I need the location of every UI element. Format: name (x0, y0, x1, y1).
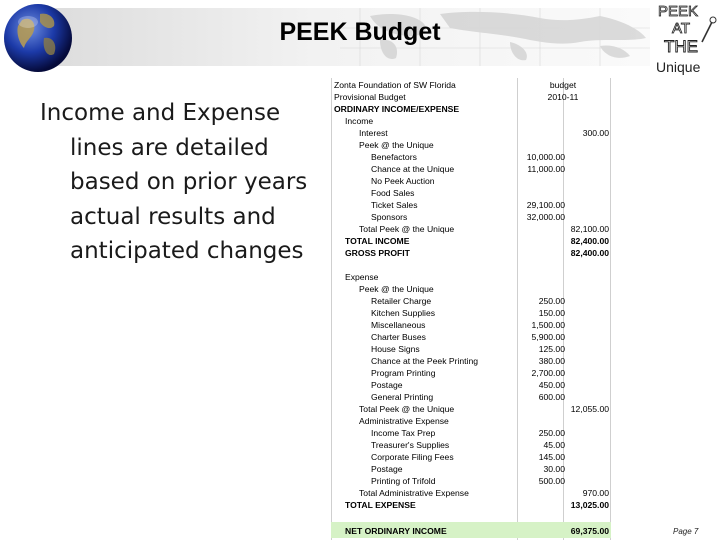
table-row (331, 235, 611, 247)
subtotal-cell: 600.00 (538, 392, 565, 402)
table-row (331, 391, 611, 403)
table-row (331, 475, 611, 487)
table-header-row (331, 91, 611, 103)
row-label: Expense (345, 272, 379, 282)
total-cell: 69,375.00 (570, 526, 609, 536)
subtotal-cell: 11,000.00 (527, 164, 565, 174)
table-row (331, 499, 611, 511)
total-cell: 300.00 (582, 128, 609, 138)
subtotal-cell: 32,000.00 (526, 212, 565, 222)
row-label: GROSS PROFIT (345, 248, 410, 258)
table-row (331, 163, 611, 175)
row-label: Income Tax Prep (371, 428, 436, 438)
table-row (331, 403, 611, 415)
table-row (331, 175, 611, 187)
row-label: TOTAL EXPENSE (345, 500, 416, 510)
page-number: Page 7 (673, 527, 699, 536)
row-label: Miscellaneous (371, 320, 426, 330)
table-row (331, 187, 611, 199)
table-row (331, 259, 611, 271)
budget-table (331, 78, 611, 540)
row-label: No Peek Auction (371, 176, 435, 186)
table-row (331, 525, 611, 537)
svg-text:AT: AT (672, 20, 691, 37)
row-label: Program Printing (371, 368, 436, 378)
total-cell: 13,025.00 (570, 500, 609, 510)
slide-title: PEEK Budget (279, 18, 441, 46)
total-cell: 12,055.00 (570, 404, 609, 414)
total-cell: 82,100.00 (570, 224, 609, 234)
table-row (331, 307, 611, 319)
table-row (331, 427, 611, 439)
svg-text:Unique: Unique (656, 59, 701, 75)
table-row (331, 115, 611, 127)
subtotal-cell: 450.00 (538, 380, 565, 390)
svg-text:PEEK: PEEK (658, 3, 699, 20)
row-label: Peek @ the Unique (359, 140, 434, 150)
table-row (331, 223, 611, 235)
total-cell: 970.00 (582, 488, 609, 498)
peek-at-the-unique-logo (652, 0, 720, 78)
globe-icon (0, 0, 75, 75)
table-row (331, 283, 611, 295)
table-row (331, 379, 611, 391)
table-row (331, 211, 611, 223)
table-row (331, 415, 611, 427)
row-label: Administrative Expense (359, 416, 449, 426)
row-label: Ticket Sales (371, 200, 418, 210)
table-row (331, 451, 611, 463)
subtotal-cell: 29,100.00 (526, 200, 565, 210)
table-row (331, 139, 611, 151)
table-row (331, 295, 611, 307)
row-label: Benefactors (371, 152, 417, 162)
subtotal-cell: 45.00 (543, 440, 565, 450)
table-row (331, 271, 611, 283)
fiscal-year-header: 2010-11 (547, 92, 579, 102)
row-label: Total Peek @ the Unique (359, 224, 455, 234)
subtotal-cell: 1,500.00 (531, 320, 565, 330)
table-row (331, 199, 611, 211)
row-label: Corporate Filing Fees (371, 452, 454, 462)
row-label: Postage (371, 380, 403, 390)
body-paragraph: Income and Expense lines are detailed based on prior years actual results and anticipated changes (40, 100, 308, 264)
total-cell: 82,400.00 (570, 248, 609, 258)
table-row (331, 511, 611, 523)
table-body (331, 103, 611, 537)
table-row (331, 439, 611, 451)
row-label: Income (345, 116, 374, 126)
row-label: Treasurer's Supplies (371, 440, 450, 450)
row-label: Total Administrative Expense (359, 488, 469, 498)
subtotal-cell: 150.00 (538, 308, 565, 318)
row-label: ORDINARY INCOME/EXPENSE (334, 104, 460, 114)
row-label: Charter Buses (371, 332, 426, 342)
table-header-row (331, 79, 611, 91)
table-row (331, 367, 611, 379)
subtotal-cell: 250.00 (538, 296, 565, 306)
row-label: Chance at the Unique (371, 164, 455, 174)
org-name: Zonta Foundation of SW Florida (334, 80, 456, 90)
row-label: House Signs (371, 344, 420, 354)
row-label: Kitchen Supplies (371, 308, 436, 318)
subtotal-cell: 10,000.00 (526, 152, 565, 162)
table-row (331, 355, 611, 367)
table-row (331, 127, 611, 139)
body-text (40, 96, 310, 269)
row-label: Postage (371, 464, 403, 474)
table-row (331, 343, 611, 355)
subtotal-cell: 380.00 (538, 356, 565, 366)
subtotal-cell: 30.00 (543, 464, 565, 474)
table-row (331, 103, 611, 115)
row-label: NET ORDINARY INCOME (345, 526, 447, 536)
table-row (331, 487, 611, 499)
row-label: TOTAL INCOME (345, 236, 410, 246)
total-cell: 82,400.00 (570, 236, 609, 246)
budget-header: budget (549, 80, 577, 90)
subtotal-cell: 2,700.00 (531, 368, 565, 378)
provisional-budget-label: Provisional Budget (334, 92, 406, 102)
row-label: Food Sales (371, 188, 415, 198)
subtotal-cell: 500.00 (538, 476, 565, 486)
row-label: Chance at the Peek Printing (371, 356, 479, 366)
row-label: Total Peek @ the Unique (359, 404, 455, 414)
table-row (331, 331, 611, 343)
subtotal-cell: 145.00 (538, 452, 565, 462)
row-label: General Printing (371, 392, 434, 402)
table-row (331, 247, 611, 259)
table-row (331, 319, 611, 331)
table-row (331, 151, 611, 163)
subtotal-cell: 5,900.00 (531, 332, 565, 342)
row-label: Retailer Charge (371, 296, 432, 306)
subtotal-cell: 250.00 (538, 428, 565, 438)
row-label: Printing of Trifold (371, 476, 436, 486)
row-label: Sponsors (371, 212, 408, 222)
subtotal-cell: 125.00 (538, 344, 565, 354)
row-label: Peek @ the Unique (359, 284, 434, 294)
row-label: Interest (359, 128, 388, 138)
svg-text:THE: THE (664, 37, 698, 56)
table-row (331, 463, 611, 475)
